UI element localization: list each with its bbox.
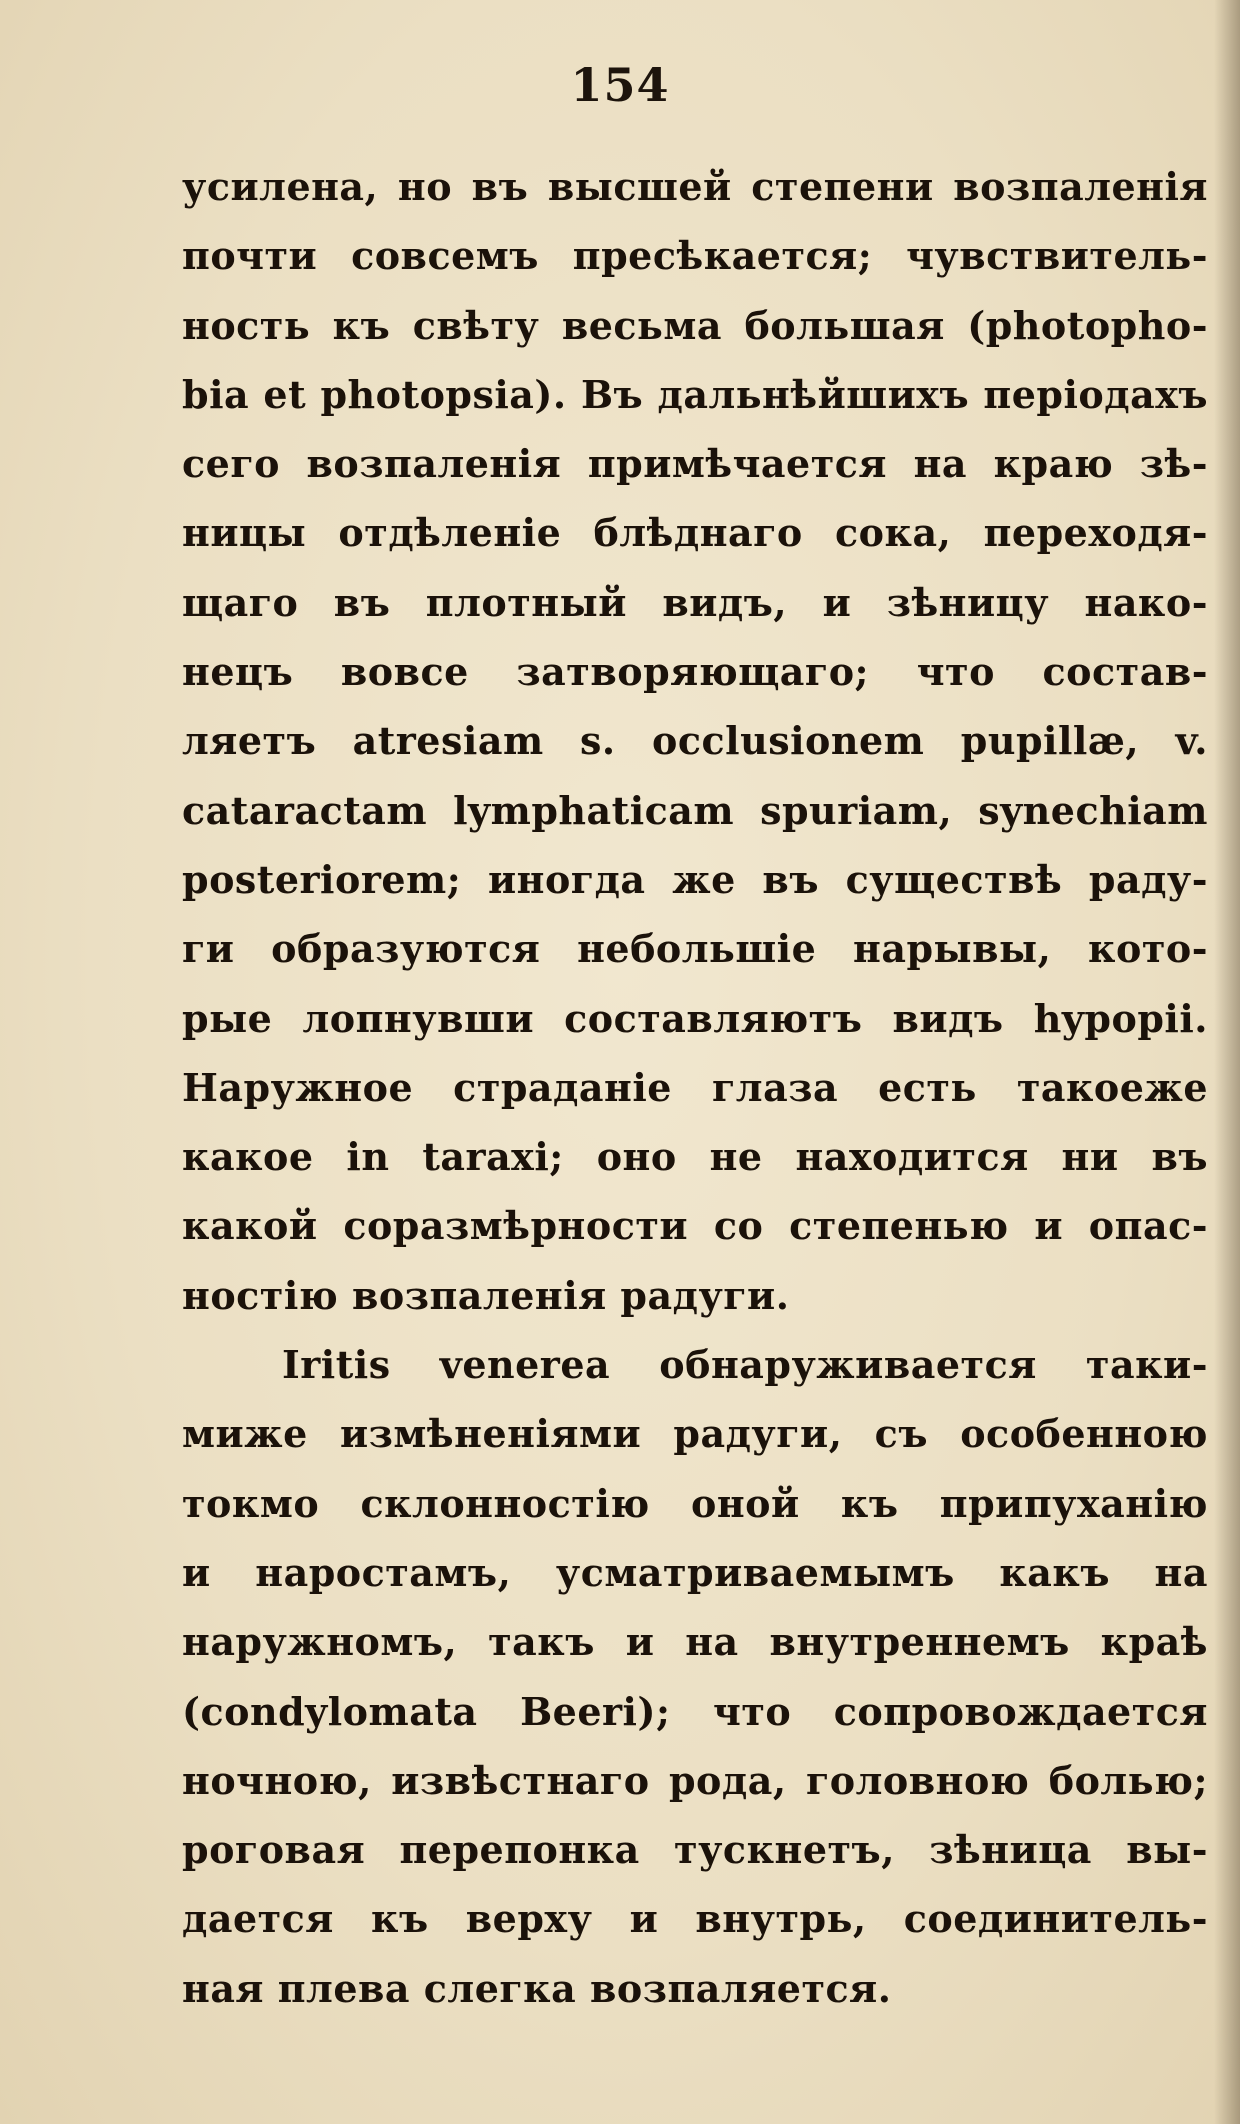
text-line: ляетъ atresiam s. occlusionem pupillæ, v. xyxy=(182,718,1208,764)
text-line: posteriorem; иногда же въ существѣ раду- xyxy=(182,856,1208,902)
page-edge-shadow xyxy=(1214,0,1240,2124)
text-line: сего возпаленія примѣчается на краю зѣ- xyxy=(182,441,1208,487)
text-line: какое in taraxi; оно не находится ни въ xyxy=(182,1134,1208,1180)
text-line: ностію возпаленія радуги. xyxy=(182,1272,790,1318)
text-line: Наружное страданіе глаза есть такоеже xyxy=(182,1064,1208,1110)
text-line: токмо склонностію оной къ припуханію xyxy=(182,1480,1208,1526)
text-line: и наростамъ, усматриваемымъ какъ на xyxy=(182,1549,1208,1595)
text-line: нецъ вовсе затворяющаго; что состав- xyxy=(182,649,1208,695)
text-line: наружномъ, такъ и на внутреннемъ краѣ xyxy=(182,1619,1208,1665)
text-line: ницы отдѣленіе блѣднаго сока, переходя- xyxy=(182,510,1208,556)
text-line: (condylomata Beeri); что сопровождается xyxy=(182,1688,1208,1734)
body-text xyxy=(182,152,1208,2023)
text-line: миже измѣненіями радуги, съ особенною xyxy=(182,1411,1208,1457)
text-line: bia et photopsia). Въ дальнѣйшихъ періодахъ xyxy=(182,371,1208,417)
text-line: ночною, извѣстнаго рода, головною болью; xyxy=(182,1757,1208,1803)
text-line: Iritis venerea обнаруживается таки- xyxy=(282,1342,1208,1388)
text-line: ность къ свѣту весьма большая (photopho- xyxy=(182,302,1208,348)
paragraph-1 xyxy=(182,152,1208,1330)
text-line: какой соразмѣрности со степенью и опас- xyxy=(182,1203,1208,1249)
text-line: усилена, но въ высшей степени возпаленія xyxy=(182,164,1208,209)
text-line: рые лопнувши составляютъ видъ hypopii. xyxy=(182,995,1208,1041)
page-number: 154 xyxy=(570,58,670,112)
text-line: щаго въ плотный видъ, и зѣницу нако- xyxy=(182,579,1208,625)
paragraph-2 xyxy=(182,1330,1208,2023)
text-line: ги образуются небольшіе нарывы, кото- xyxy=(182,926,1208,972)
text-line: cataractam lymphaticam spuriam, synechiam xyxy=(182,787,1208,833)
text-line: роговая перепонка тускнетъ, зѣница вы- xyxy=(182,1827,1208,1873)
text-line: дается къ верху и внутрь, соединитель- xyxy=(182,1896,1208,1942)
text-line: ная плева слегка возпаляется. xyxy=(182,1965,892,2011)
text-line: почти совсемъ пресѣкается; чувствитель- xyxy=(182,233,1208,279)
